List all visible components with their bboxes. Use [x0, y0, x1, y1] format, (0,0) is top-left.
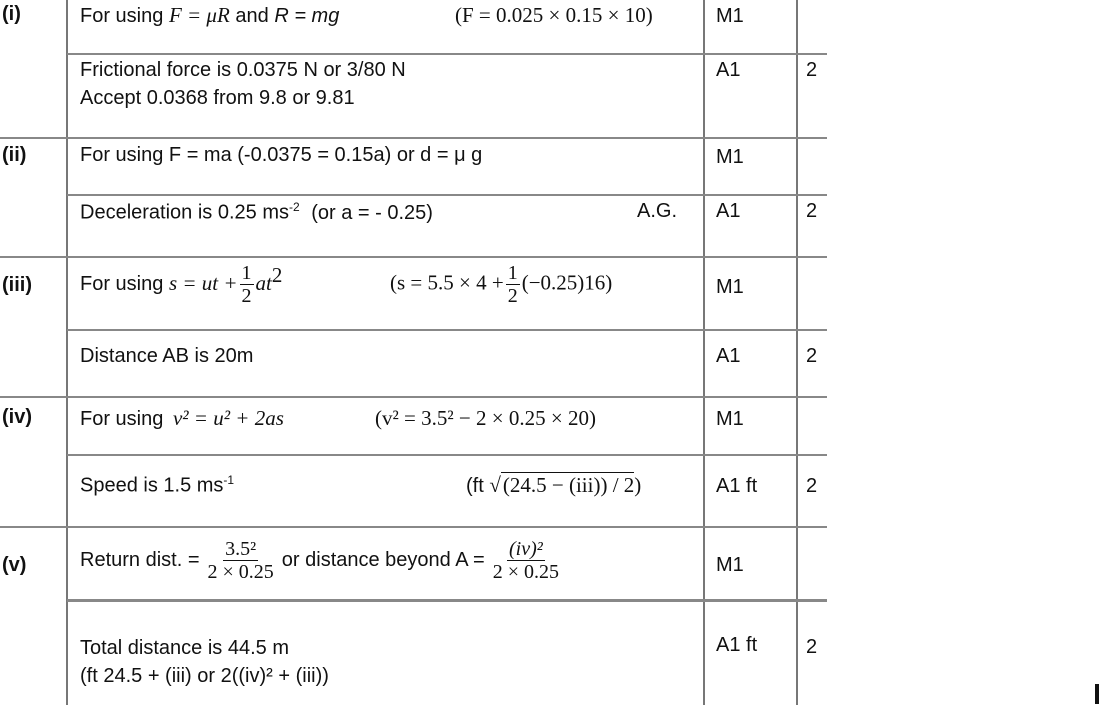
part-label: (iii) — [2, 274, 32, 296]
mark: M1 — [716, 408, 744, 430]
superscript: 2 — [271, 263, 283, 288]
method-line — [80, 406, 284, 431]
numerator: 1 — [241, 262, 252, 284]
row-divider — [67, 454, 827, 456]
row-divider — [67, 53, 827, 55]
part-label: (i) — [2, 3, 21, 25]
superscript: -1 — [223, 473, 235, 487]
text: For using — [80, 5, 164, 27]
method-line — [80, 538, 567, 583]
text: Return dist. = — [80, 548, 200, 571]
row-divider — [0, 137, 827, 139]
text: For using — [80, 408, 164, 430]
row-divider — [0, 396, 827, 398]
mark: M1 — [716, 276, 744, 298]
total-marks: 2 — [806, 475, 818, 497]
row-divider — [67, 329, 827, 331]
formula: R = mg — [274, 5, 340, 27]
total-marks: 2 — [806, 59, 818, 81]
text: Deceleration is 0.25 ms — [80, 201, 289, 224]
row-divider — [67, 599, 827, 602]
answer-line: Total distance is 44.5 m — [80, 637, 289, 659]
mark: M1 — [716, 146, 744, 168]
numerator: (iv)² — [509, 538, 543, 560]
follow-through-note: (ft 24.5 + (iii) or 2((iv)² + (iii)) — [80, 665, 329, 687]
part-label: (v) — [2, 554, 27, 576]
method-line — [80, 262, 282, 307]
denominator: 2 × 0.25 — [207, 561, 274, 583]
row-divider — [0, 526, 827, 528]
text: (or a = - 0.25) — [311, 201, 433, 224]
mark: M1 — [716, 554, 744, 576]
answer-line — [80, 473, 234, 498]
row-divider — [0, 256, 827, 258]
part-label: (iv) — [2, 406, 32, 428]
fraction — [208, 538, 274, 583]
text: Speed is 1.5 ms — [80, 474, 224, 497]
text: (ft — [466, 475, 484, 497]
mark: M1 — [716, 5, 744, 27]
numerator: 3.5² — [225, 538, 257, 560]
formula: F = μR — [168, 3, 230, 27]
text: (−0.25)16) — [521, 270, 613, 295]
sqrt-icon: √ — [489, 473, 501, 497]
formula: (24.5 − (iii)) / 2 — [502, 473, 635, 497]
text: or distance beyond A = — [281, 548, 485, 571]
mark: A1 — [716, 200, 741, 222]
fraction — [240, 262, 254, 307]
text: ) — [634, 473, 642, 497]
answer-line: Distance AB is 20m — [80, 345, 254, 367]
text: and — [235, 5, 269, 27]
numerator: 1 — [507, 262, 518, 284]
fraction — [493, 538, 559, 583]
working: (F = 0.025 × 0.15 × 10) — [455, 3, 653, 27]
total-marks: 2 — [806, 200, 818, 222]
mark: A1 — [716, 59, 741, 81]
mark: A1 — [716, 345, 741, 367]
mark: A1 ft — [716, 634, 758, 656]
total-marks: 2 — [806, 636, 818, 658]
follow-through-working — [466, 473, 641, 498]
answer-line: Frictional force is 0.0375 N or 3/80 N — [80, 59, 406, 81]
method-line: For using F = ma (-0.0375 = 0.15a) or d = μ g — [80, 144, 483, 166]
text: (s = 5.5 × 4 + — [390, 270, 504, 295]
denominator: 2 — [507, 285, 518, 307]
total-marks: 2 — [806, 345, 818, 367]
fraction — [506, 262, 520, 307]
working: (v² = 3.5² − 2 × 0.25 × 20) — [375, 406, 596, 430]
formula: s = ut + — [168, 270, 238, 295]
answer-line — [80, 200, 433, 225]
text-cursor — [1095, 684, 1099, 704]
denominator: 2 — [241, 285, 252, 307]
row-divider — [67, 194, 827, 196]
part-label: (ii) — [2, 144, 27, 166]
mark: A1 ft — [716, 475, 758, 497]
denominator: 2 × 0.25 — [492, 561, 560, 583]
formula: v² = u² + 2as — [172, 406, 284, 430]
note: A.G. — [637, 200, 678, 222]
text: For using — [80, 272, 164, 295]
answer-note: Accept 0.0368 from 9.8 or 9.81 — [80, 87, 355, 109]
superscript: -2 — [288, 200, 300, 214]
formula: at — [255, 270, 272, 295]
method-line — [80, 3, 339, 28]
working — [390, 262, 612, 307]
